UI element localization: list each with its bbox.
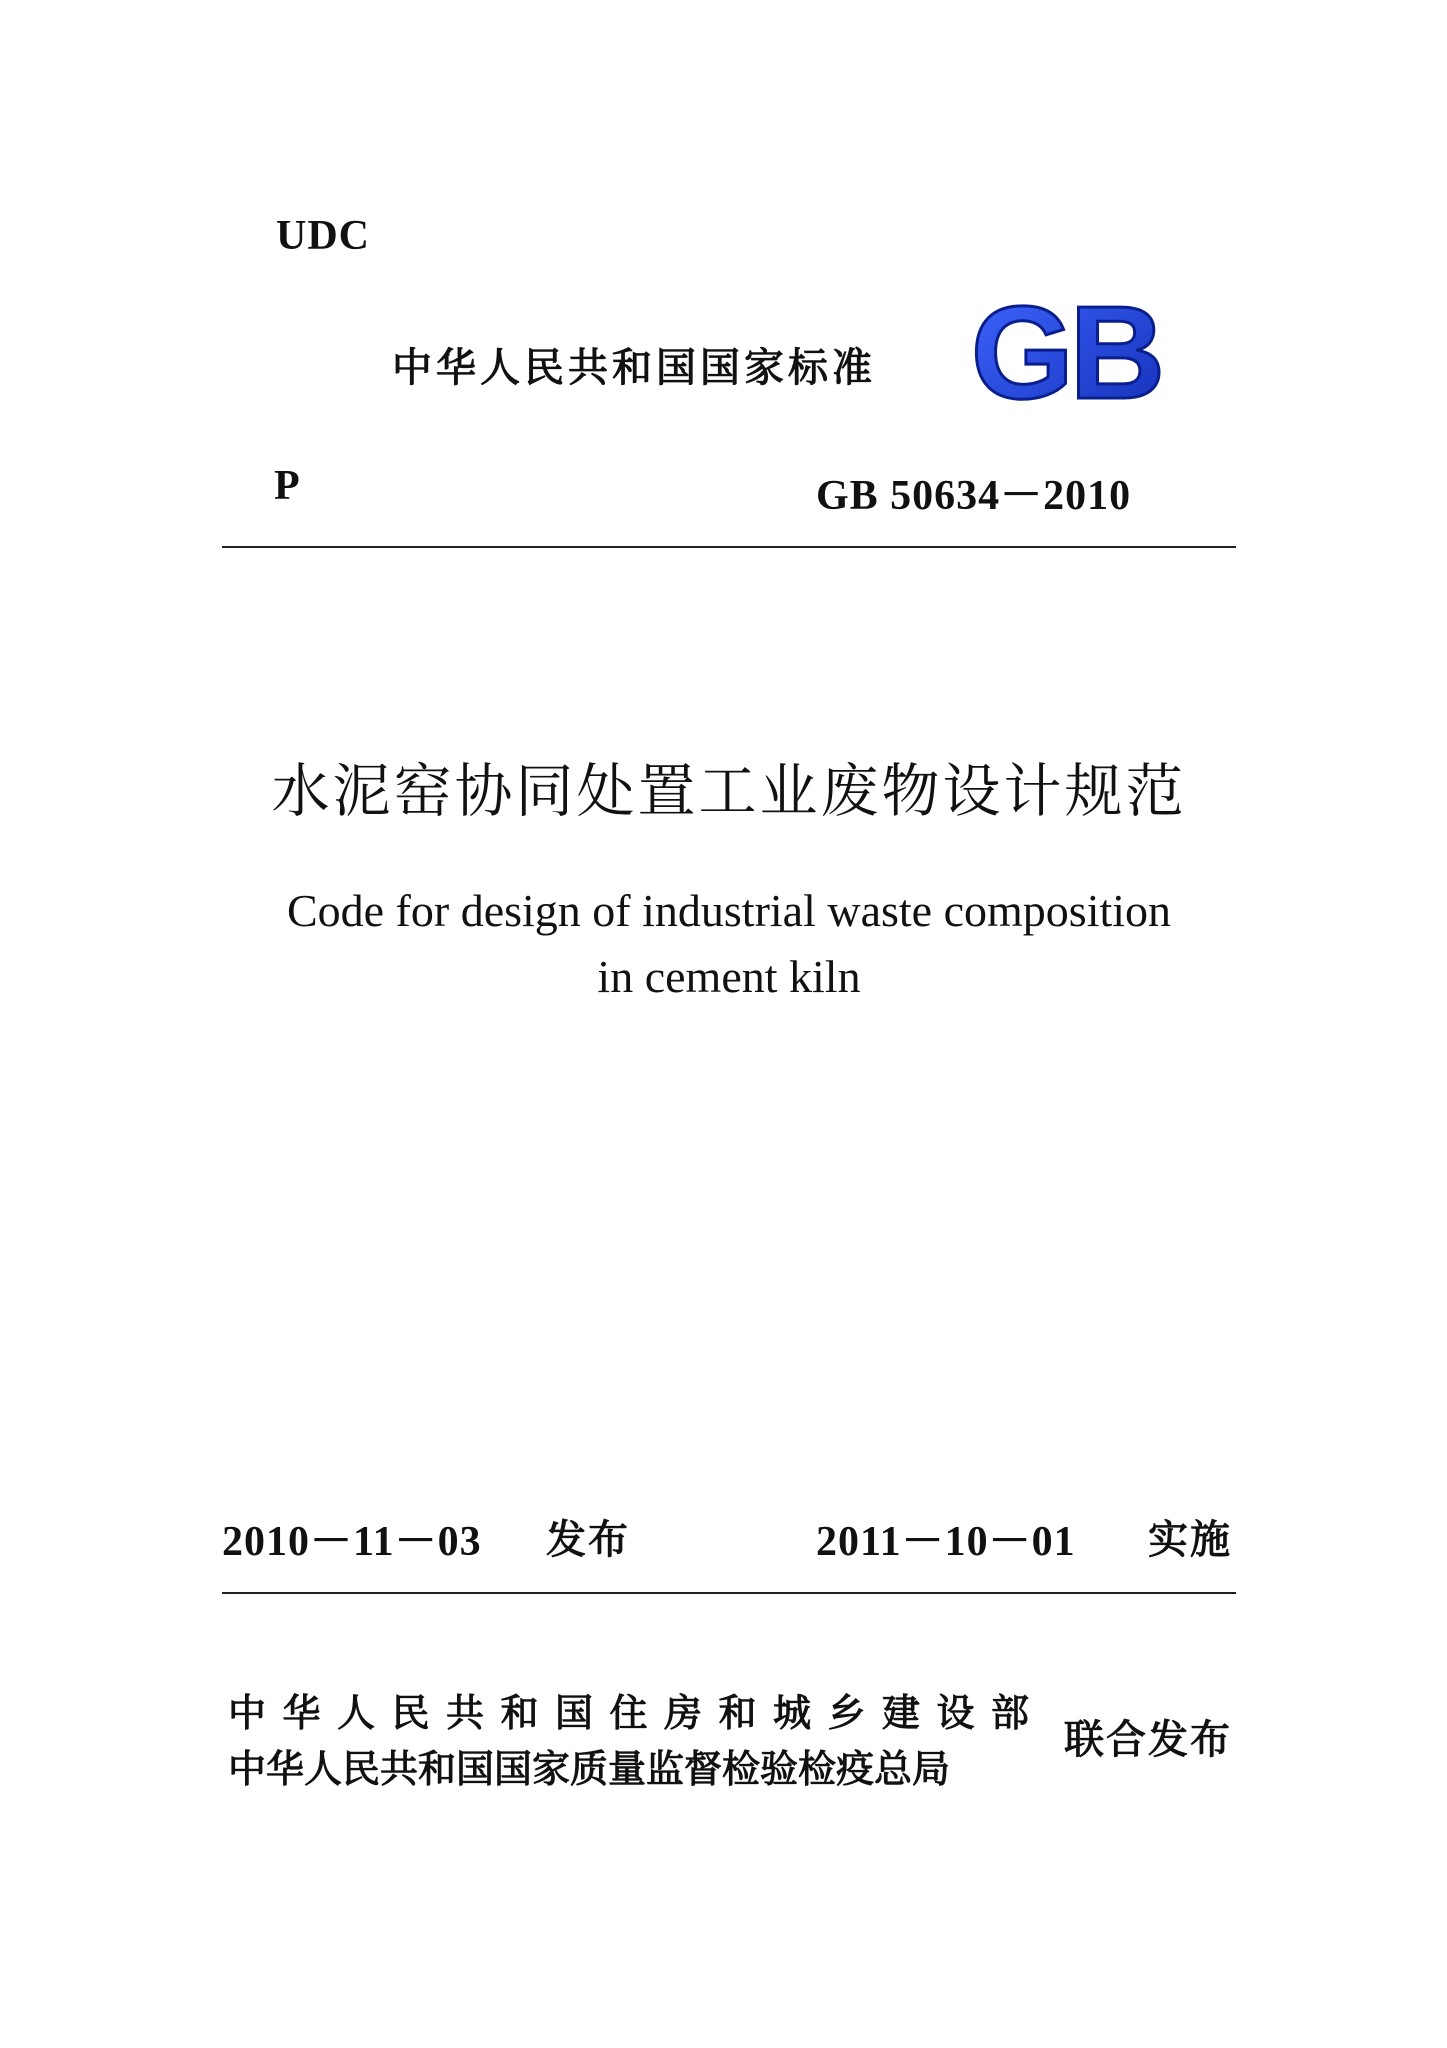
issuer-quality-administration: 中华人民共和国国家质量监督检验检疫总局 xyxy=(228,1747,951,1791)
title-english-line-2: in cement kiln xyxy=(597,951,861,1002)
joint-issue-label: 联合发布 xyxy=(1064,1717,1232,1763)
issuer-ministry-housing: 中华人民共和国住房和城乡建设部 xyxy=(228,1691,1046,1735)
issue-label: 发布 xyxy=(546,1517,630,1563)
gb-standard-logo-icon xyxy=(962,298,1170,410)
effective-label: 实施 xyxy=(1148,1517,1232,1563)
standard-number: GB 50634－2010 xyxy=(816,473,1132,519)
title-english xyxy=(222,878,1236,1010)
header-divider xyxy=(222,546,1236,548)
gb-logo-text: GB xyxy=(971,298,1161,410)
title-english-line-1: Code for design of industrial waste composition xyxy=(286,885,1172,936)
effective-date: 2011－10－01 xyxy=(816,1519,1076,1565)
category-code: P xyxy=(274,463,300,509)
footer-divider xyxy=(222,1592,1236,1594)
issue-date: 2010－11－03 xyxy=(222,1519,482,1565)
title-chinese: 水泥窑协同处置工业废物设计规范 xyxy=(271,757,1187,825)
udc-label: UDC xyxy=(276,213,370,259)
national-standard-heading: 中华人民共和国国家标准 xyxy=(392,345,876,391)
